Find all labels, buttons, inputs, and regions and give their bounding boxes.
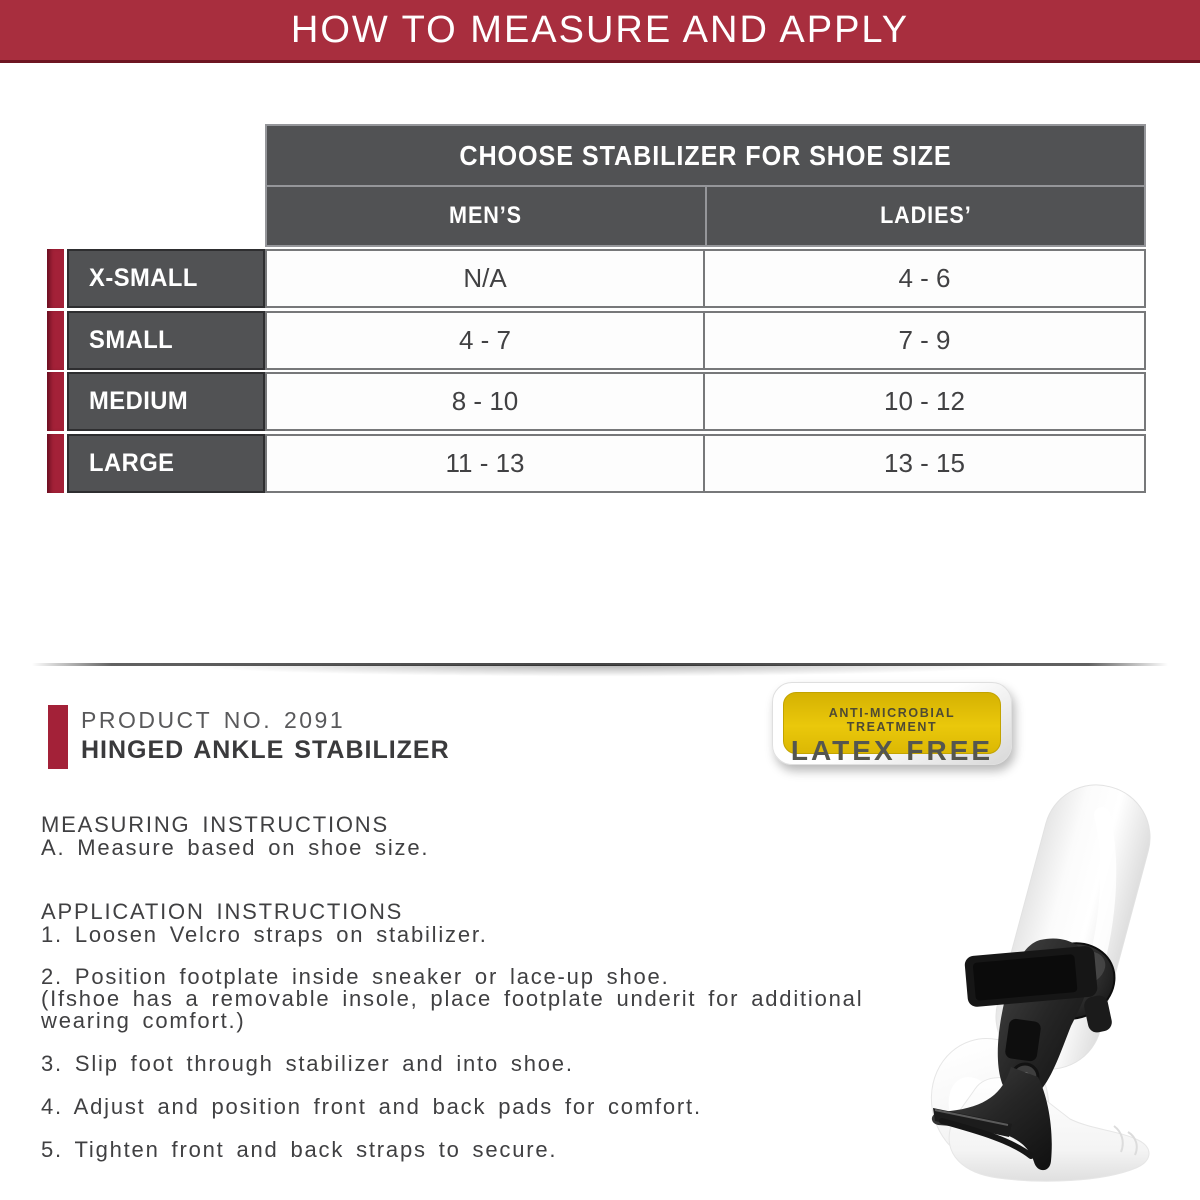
product-accent-bar: [48, 705, 68, 769]
product-number: PRODUCT NO. 2091: [81, 707, 346, 733]
size-chart-title: [265, 124, 1146, 187]
application-step-4: 4. Adjust and position front and back pads for comfort.: [41, 1094, 702, 1119]
size-label-text: X-SMALL: [89, 264, 198, 292]
page-title: HOW TO MEASURE AND APPLY: [0, 0, 1200, 63]
size-label-xsmall: [67, 249, 265, 308]
application-step-1: 1. Loosen Velcro straps on stabilizer.: [41, 922, 488, 947]
row-accent-bar: [47, 311, 64, 370]
row-accent-bar: [47, 434, 64, 493]
cell-small-mens: 4 - 7: [265, 311, 705, 370]
cell-large-ladies: 13 - 15: [703, 434, 1146, 493]
measuring-heading: MEASURING INSTRUCTIONS: [41, 812, 389, 837]
cell-large-mens: 11 - 13: [265, 434, 705, 493]
application-step-5: 5. Tighten front and back straps to secure.: [41, 1137, 558, 1162]
row-accent-bar: [47, 372, 64, 431]
latex-free-label: LATEX FREE: [790, 735, 994, 766]
latex-free-badge-inner: [783, 692, 1001, 766]
anti-microbial-label: ANTI-MICROBIAL TREATMENT: [828, 706, 956, 734]
size-label-text: LARGE: [89, 449, 175, 477]
cell-xsmall-ladies: 4 - 6: [703, 249, 1146, 308]
size-label-medium: [67, 372, 265, 431]
size-chart-title-text: CHOOSE STABILIZER FOR SHOE SIZE: [459, 140, 952, 171]
column-header-mens: [265, 185, 707, 247]
latex-free-badge: [772, 682, 1012, 765]
product-photo: [890, 780, 1200, 1200]
column-header-ladies: [705, 185, 1146, 247]
application-step-3: 3. Slip foot through stabilizer and into shoe.: [41, 1051, 574, 1076]
size-label-small: [67, 311, 265, 370]
application-step-2-note: (Ifshoe has a removable insole, place footplate underit for additional: [41, 986, 864, 1011]
measuring-step-a: A. Measure based on shoe size.: [41, 835, 430, 860]
cell-medium-ladies: 10 - 12: [703, 372, 1146, 431]
column-header-mens-text: MEN’S: [449, 202, 523, 229]
section-divider-shadow: [32, 665, 1168, 681]
application-heading: APPLICATION INSTRUCTIONS: [41, 899, 404, 924]
product-name: HINGED ANKLE STABILIZER: [81, 736, 450, 764]
cell-small-ladies: 7 - 9: [703, 311, 1146, 370]
row-accent-bar: [47, 249, 64, 308]
application-step-2-note-end: wearing comfort.): [41, 1008, 246, 1033]
size-label-text: SMALL: [89, 326, 174, 354]
application-step-2: 2. Position footplate inside sneaker or lace-up shoe.: [41, 964, 670, 989]
column-header-ladies-text: LADIES’: [879, 202, 972, 229]
cell-medium-mens: 8 - 10: [265, 372, 705, 431]
cell-xsmall-mens: N/A: [265, 249, 705, 308]
size-label-text: MEDIUM: [89, 387, 189, 415]
size-label-large: [67, 434, 265, 493]
